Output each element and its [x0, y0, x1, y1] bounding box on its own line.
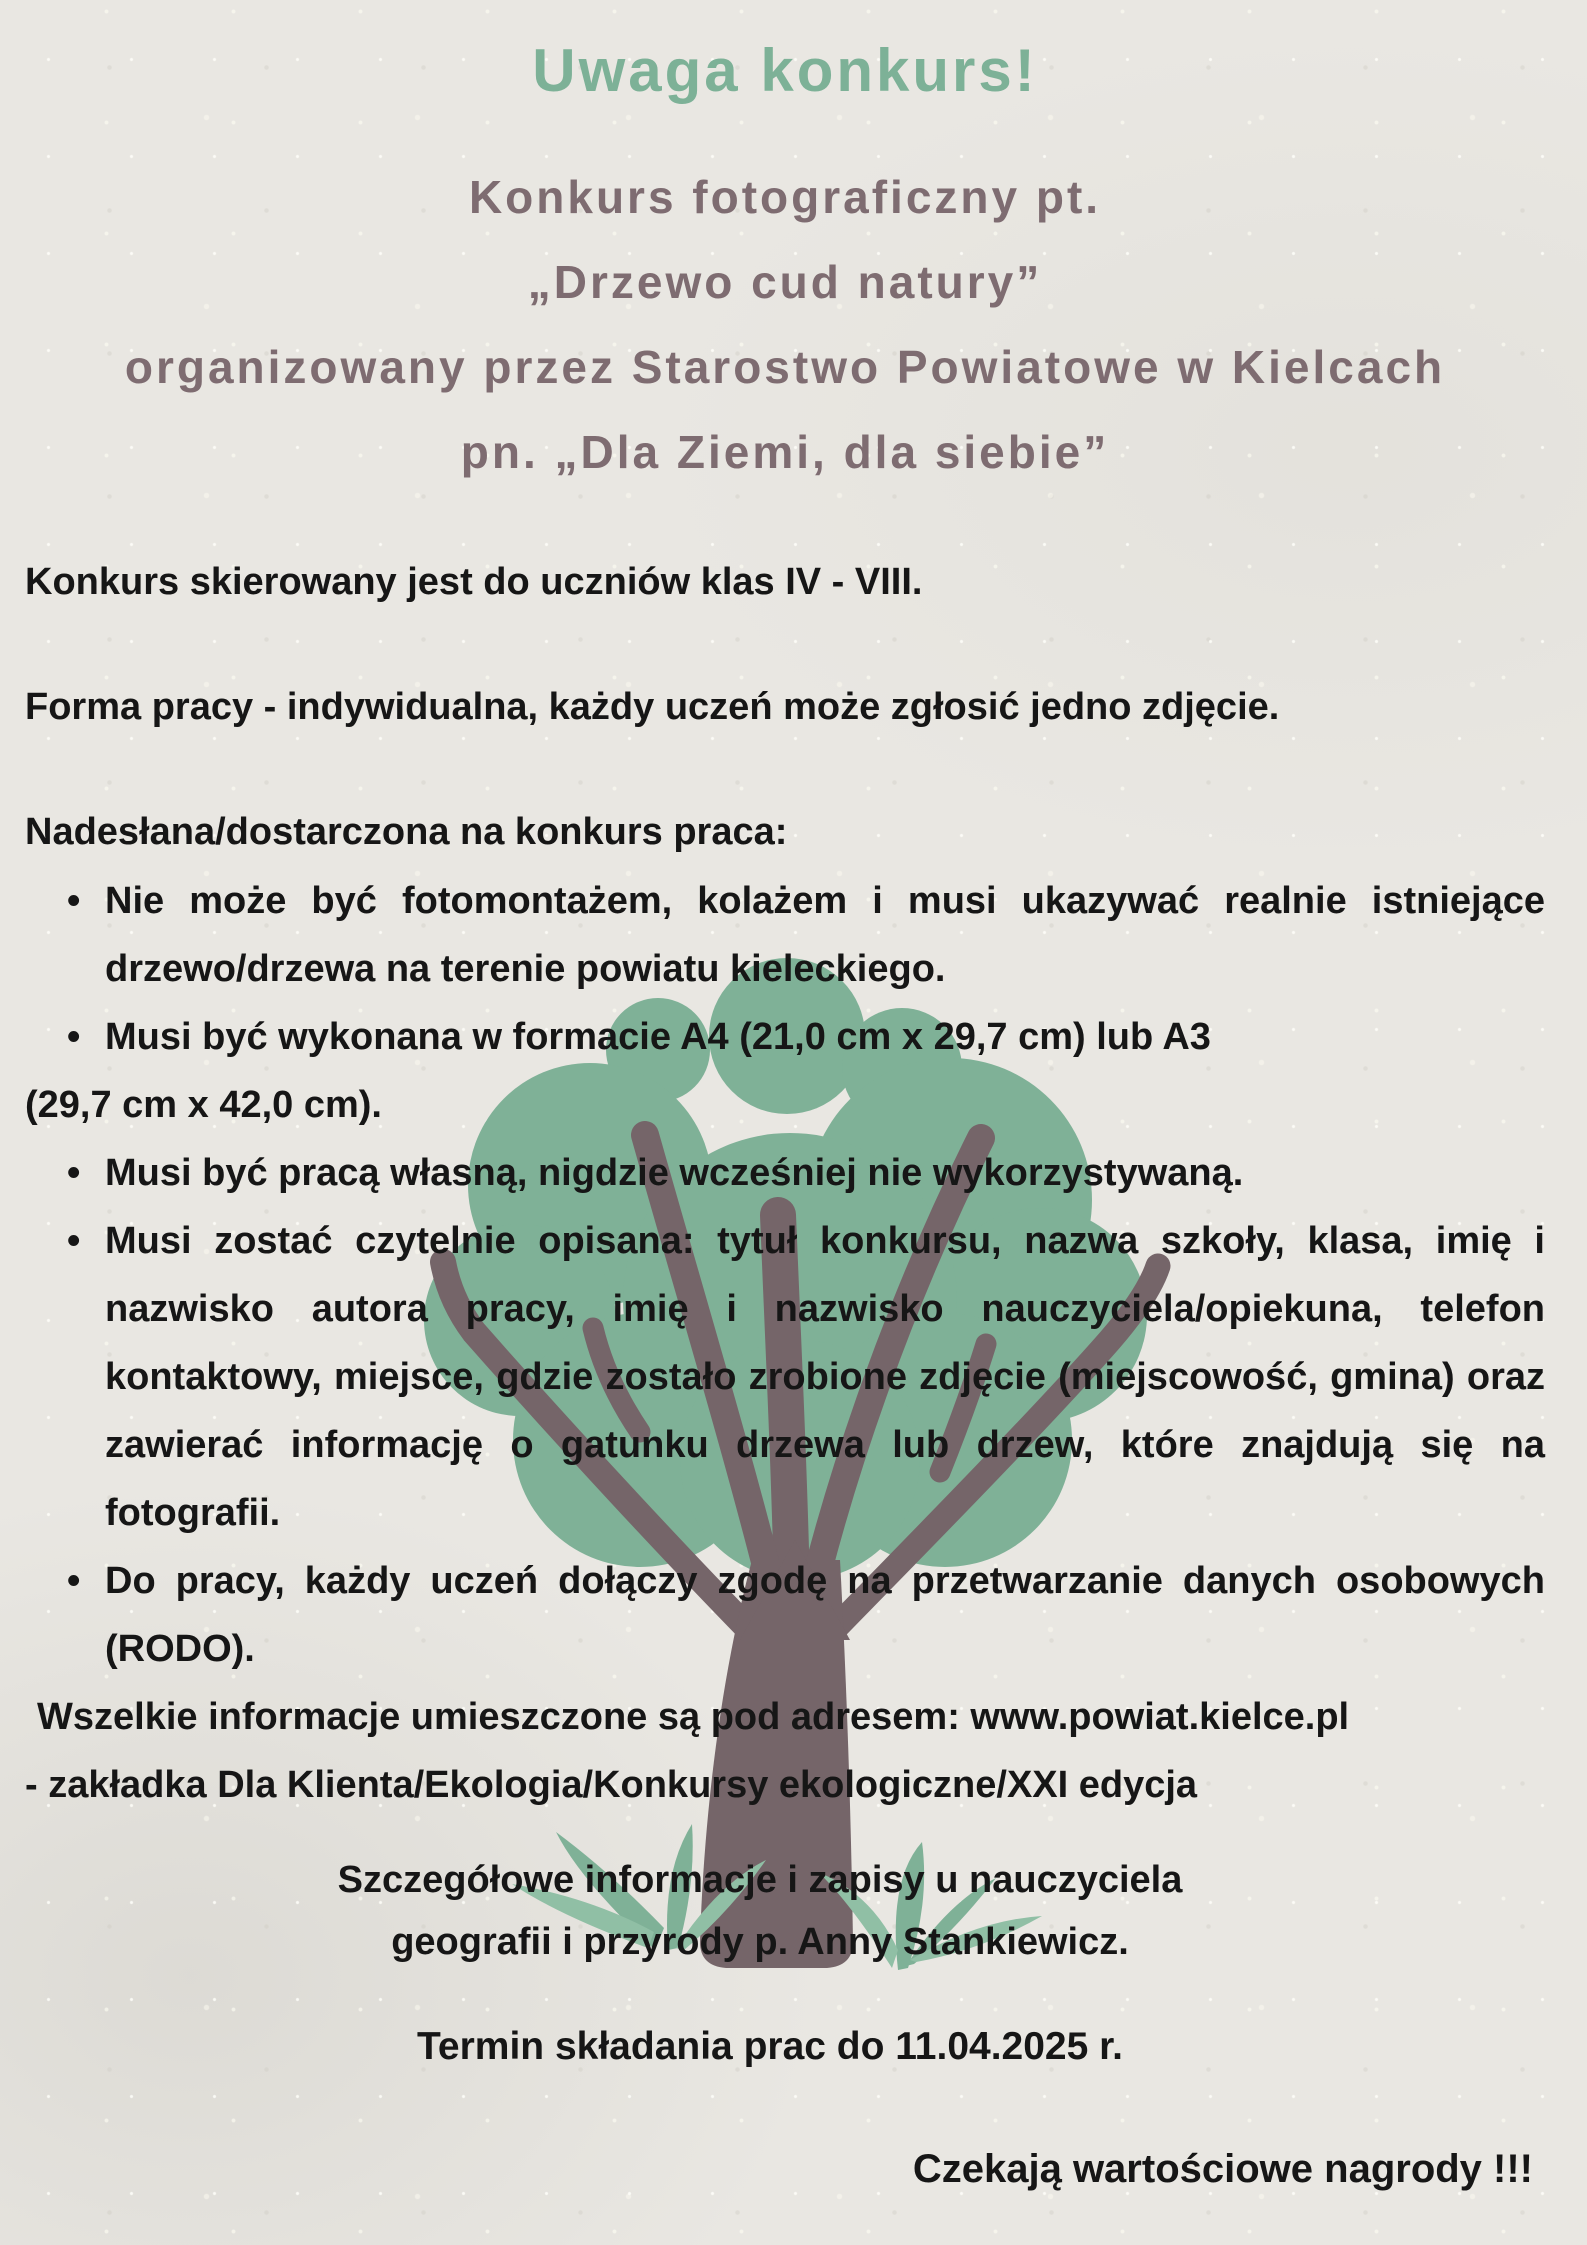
details-line-2: geografii i przyrody p. Anny Stankiewicz. [391, 1921, 1129, 1963]
info-address-line: Wszelkie informacje umieszczone są pod adresem: www.powiat.kielce.pl [37, 1696, 1350, 1738]
contest-rules-list-continued [25, 1139, 1545, 1683]
rule-item-own-work: • Musi być pracą własną, nigdzie wcześniej nie wykorzystywaną. [25, 1139, 1545, 1207]
deadline-line: Termin składania prac do 11.04.2025 r. [417, 2025, 1123, 2068]
work-form-line: Forma pracy - indywidualna, każdy uczeń może zgłosić jedno zdjęcie. [25, 686, 1280, 728]
poster-title: Uwaga konkurs! [532, 37, 1038, 104]
rule-item-description: • Musi zostać czytelnie opisana: tytuł konkursu, nazwa szkoły, klasa, imię i nazwisko autora pracy, imię i nazwisko nauczyciela/opiekuna, telefon kontaktowy, miejsce, gdzie zostało zrobione zdjęcie (miejscowość, gmina) oraz zawierać informację o gatunku drzewa lub drzew, które znajdują się na fotografii. [25, 1207, 1545, 1547]
prizes-line: Czekają wartościowe nagrody !!! [912, 2147, 1533, 2191]
subtitle-line-1: Konkurs fotograficzny pt. [468, 171, 1102, 223]
info-tab-line: - zakładka Dla Klienta/Ekologia/Konkursy ekologiczne/XXI edycja [25, 1764, 1198, 1806]
rule-item-format: • Musi być wykonana w formacie A4 (21,0 cm x 29,7 cm) lub A3 [25, 1003, 1545, 1071]
poster-intro [25, 547, 1545, 867]
subtitle-line-4: pn. „Dla Ziemi, dla siebie” [460, 426, 1110, 478]
rule-item-no-photomontage: • Nie może być fotomontażem, kolażem i musi ukazywać realnie istniejące drzewo/drzewa na terenie powiatu kieleckiego. [25, 867, 1545, 1003]
subtitle-line-2: „Drzewo cud natury” [527, 256, 1043, 308]
rules-intro-line: Nadesłana/dostarczona na konkurs praca: [25, 811, 788, 853]
a3-size-line: (29,7 cm x 42,0 cm). [25, 1084, 382, 1126]
rule-item-rodo: • Do pracy, każdy uczeń dołączy zgodę na przetwarzanie danych osobowych (RODO). [25, 1547, 1545, 1683]
contest-rules-list [25, 867, 1545, 1071]
details-line-1: Szczegółowe informacje i zapisy u nauczyciela [337, 1859, 1183, 1901]
poster-subtitle [25, 155, 1545, 495]
audience-line: Konkurs skierowany jest do uczniów klas IV - VIII. [25, 561, 923, 603]
subtitle-line-3: organizowany przez Starostwo Powiatowe w Kielcach [124, 341, 1446, 393]
details-block [25, 1849, 1545, 1973]
